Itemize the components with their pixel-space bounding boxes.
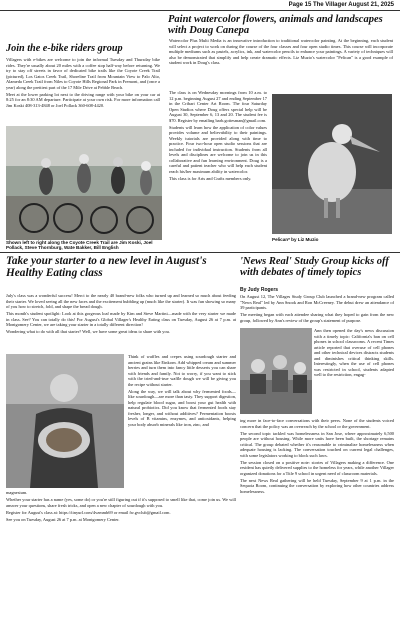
pelican-caption: Pelican* by Liz Muzio (272, 237, 319, 242)
watercolor-paragraph: Watercolor Plus Multi Media is an innovative introduction to traditional watercolor painting. At the beginning, each student will select a project to work on during the course of the four classes and four open studio times. This course will incorporate multiple mediums such as pastels, acrylics, ink, and watercolor pencils to enhance your paintings. A variety of techniques will also be demonstrated that simplify and help create dramatic effects. Liz Muzio's watercolor "Pelican" is a good example of student work in Doug's class. (169, 38, 393, 65)
ebike-paragraph: Meet at the lower parking lot next to the driving range with your bike on your car at 8:25 for an 8:30 AM departure. Participate at your own risk. For more information call Jim Koski 408-313-4848 or Joel Pollack 360-608-4420. (6, 91, 160, 108)
healthy-paragraph: Register for August's class at: https://tinyurl.com/4vzmmb69 or email fw.gvclub@gmail.com. (6, 509, 171, 515)
healthy-paragraph: Wondering what to do with all that starter? Well, we have some great ideas to share with you. (6, 329, 170, 334)
ebike-photo (6, 126, 162, 240)
page-header: Page 15 The Villager August 21, 2025 (288, 2, 394, 8)
study-byline: By Judy Rogers (240, 287, 279, 293)
study-title: 'News Real' Study Group kicks off with debates of timely topics (240, 256, 389, 279)
healthy-paragraph: magnesium. (6, 490, 28, 495)
study-paragraph: The meeting began with each attendee sharing what they hoped to gain from the new group, followed by Ann's review of the group's statement of purpose. (240, 312, 394, 323)
header-rule (0, 10, 400, 11)
watercolor-body-top (169, 38, 393, 90)
healthy-paragraph: See you on Tuesday, August 26 at 7 p.m. at Montgomery Center. (6, 516, 120, 522)
ebike-body (6, 57, 160, 129)
study-paragraph: The session closed on a positive note: stories of Villagers making a difference. One resident has quietly delivered supplies to the homeless for years, while another Villager organized donations for a Title 9 school in urgent need of classroom materials. (240, 459, 394, 476)
ebike-caption: Shown left to right along the Coyote Creek Trail are Jim Koski, Joel Pollack, Steve Thornburg, Wate Bakker, Bill English (6, 240, 153, 251)
healthy-paragraph: Along the way, we will talk about why fermented foods—like sourdough—are more than tasty. They support digestion, help regulate blood sugar, and boost your gut health with natural probiotics. Did you know that fermented foods stay fresher, longer, and without additives? Fermentation boosts levels of B vitamins, enzymes, and antioxidants, helping your body absorb minerals like iron, zinc, and (128, 388, 236, 427)
section-rule (0, 252, 400, 253)
ebike-title: Join the e-bike riders group (6, 43, 123, 54)
news-photo (240, 328, 312, 414)
ebike-paragraph: Villagers with e-bikes are welcome to join the informal Tuesday and Thursday bike rides. They're usually about 20 miles with a coffee stop half-way before returning. We try to stay off streets in favor of dedicated bike trails like the Coyote Creek Trail (pictured), Los Gatos Creek Trail, Shoreline Trail from Mountain View to Palo Alto, Alameda Creek Trail from Niles to Coyote Hills Regional Park in Fremont, and (once a year) along the prettiest part of the 17 Mile Drive at Pebble Beach. (6, 57, 160, 90)
watercolor-paragraph: Students will learn how the application of color values provides volume and believability to their paintings. Weekly tutorials are provided along with time to practice. Four two-hour open studio sessions that are included for individual instruction. Students from all levels and disciplines are welcome to join us in this collaborative and fun learning environment. Doug is a careful and patient teacher who will help each student reach his/her maximum ability in watercolor. (169, 124, 267, 174)
watercolor-paragraph: The class is on Wednesday mornings from 10 a.m. to 12 p.m. beginning August 27 and ending September 17 in the Cribari Center Art Room. The four Saturday Open Studios where Doug offers special help will be August 30, September 6, 13 and 20. The student fee is $70. Register by emailing barb.gottesman@gmail.com. (169, 90, 267, 123)
group-discussion-image (240, 328, 312, 414)
bike-riders-image (6, 126, 162, 240)
watercolor-title: Paint watercolor flowers, animals and landscapes with Doug Canepa (168, 14, 383, 37)
healthy-intro (6, 293, 236, 350)
study-paragraph: The second topic tackled was homelessness in San Jose, where approximately 6,500 people are without housing. While more units have been built, the shortage remains critical. The group debated whether it's reasonable to criminalize homelessness when adequate housing is lacking. The conversation touched on current legal challenges, with some legislators working to block such laws. (240, 430, 394, 458)
watercolor-body-col (169, 90, 267, 250)
healthy-side (128, 354, 236, 490)
pelican-painting (272, 94, 392, 234)
baker-with-loaf-image (6, 354, 124, 488)
loaf-photo (6, 354, 124, 488)
study-side (314, 328, 394, 418)
pelican-image (272, 94, 392, 234)
healthy-paragraph: This month's student spotlight: Look at this gorgeous loaf made by Kim and Steve Martini—made with the very starter we made in class. See? You can totally do this! For August's Global Villager's Healthy Eating class on Tuesday, August 26 at 7 p.m. at Montgomery Center, we are taking your starter in a totally different direction! (6, 311, 236, 327)
study-paragraph: On August 12, The Villages Study Group Club launched a brand-new program called "News Real" led by Ann Snook and Ron McCreeney. The debut drew an attendance of 39 participants. (240, 294, 394, 310)
study-paragraph: Ann then opened the day's news discussion with a timely topic: California's ban on cell phones in school classrooms. A recent Times article reported that overuse of cell phones and other technical devices distracts students and diminishes critical thinking skills. Interestingly, when the use of cell phones was restricted in school, students adapted well to the restriction, engag- (314, 328, 394, 377)
healthy-paragraph: Whether your starter has a name (yes, some do) or you're still figuring out if it's supposed to smell like that, come join us. We will answer your questions, share fresh tricks, and open a new chapter of sourdough with you. (6, 497, 236, 508)
study-paragraph: The next News Real gathering will be held Tuesday, September 9 at 1 p.m. in the Sequoia Room, continuing the conversation by exploring how other countries address homelessness. (240, 477, 394, 494)
healthy-paragraph: July's class was a wonderful success! Merci to the nearly 40 brand-new folks who turned up and learned so much about feeding their starter. We loved seeing all the new faces and the excitement bubbling up (much like the starter). It was fun showing so many of you how to stretch, fold, and shape the bread dough. (6, 293, 236, 309)
watercolor-paragraph: This class is for Arts and Crafts members only. (169, 175, 252, 181)
study-paragraph: ing more in face-to-face conversations with their peers. None of the students voiced concern that the policy was an overreach by the school or the government. (240, 418, 394, 429)
study-bottom (240, 418, 394, 540)
healthy-outro (6, 490, 236, 540)
healthy-title: Take your starter to a new level in August's Healthy Eating class (6, 255, 207, 279)
healthy-paragraph: Think of waffles and crepes using sourdough starter and ancient grains like Einkorn. Add whipped cream and summer berries and turn them into fancy little desserts you can share with friends and family. Not to worry, if you want to stick with the tried-and-true waffle dough we will be giving you the recipe without starter. (128, 354, 236, 387)
study-top (240, 294, 394, 326)
